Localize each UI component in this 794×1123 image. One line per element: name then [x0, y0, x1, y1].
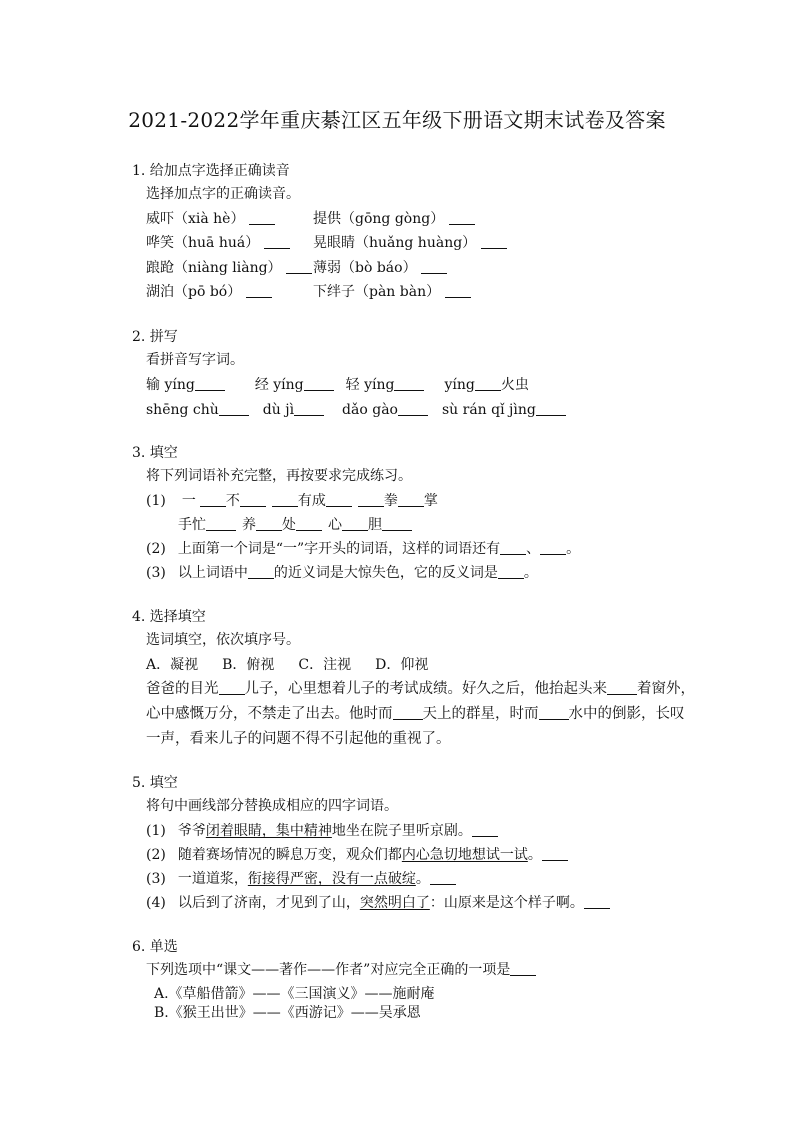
q1-instruction: 选择加点字的正确读音。	[146, 186, 300, 202]
answer-blank[interactable]	[246, 283, 272, 298]
q3-line1: (1) 一 不 有成 拳 掌	[146, 493, 438, 509]
q3-line3: (2) 上面第一个词是“一”字开头的词语，这样的词语还有 、 。	[146, 541, 581, 557]
q5-item: (3) 一道道浆，衔接得严密，没有一点破绽。	[146, 870, 456, 888]
answer-blank[interactable]	[326, 492, 352, 507]
q3-line2: 手忙 养 处 心 胆	[178, 516, 412, 534]
answer-blank[interactable]	[500, 540, 526, 555]
answer-blank[interactable]	[475, 376, 501, 391]
answer-blank[interactable]	[240, 492, 266, 507]
answer-blank[interactable]	[304, 376, 334, 391]
q2-heading: 2. 拼写	[132, 329, 178, 345]
q3-line4: (3) 以上词语中 的近义词是大惊失色，它的反义词是 。	[146, 565, 538, 581]
answer-blank[interactable]	[286, 259, 312, 274]
q1-item: 晃眼睛（huǎng huàng）	[313, 234, 507, 252]
answer-blank[interactable]	[294, 401, 324, 416]
q4-options: A．凝视 B．俯视 C．注视 D．仰视	[146, 657, 429, 673]
q5-item: (4) 以后到了济南，才见到了山，突然明白了：山原来是这个样子啊。	[146, 894, 610, 912]
q2-row2: shēng chù dù jì dǎo gào sù rán qǐ jìng	[146, 401, 566, 419]
answer-blank[interactable]	[498, 564, 524, 579]
answer-blank[interactable]	[481, 234, 507, 249]
answer-blank[interactable]	[382, 516, 412, 531]
answer-blank[interactable]	[219, 401, 249, 416]
answer-blank[interactable]	[393, 705, 423, 720]
answer-blank[interactable]	[358, 492, 384, 507]
answer-blank[interactable]	[272, 492, 298, 507]
underlined-phrase: 闭着眼睛，集中精神	[205, 823, 332, 839]
q4-paragraph-line: 一声，看来儿子的问题不得不引起他的重视了。	[146, 731, 451, 747]
q4-paragraph-line: 心中感慨万分，不禁走了出去。他时而 天上的群星，时而 水中的倒影，长叹	[146, 706, 685, 722]
q6-option-a[interactable]: A.《草船借箭》——《三国演义》——施耐庵	[154, 986, 435, 1002]
q1-item: 湖泊（pō bó）	[146, 283, 272, 301]
q5-heading: 5. 填空	[132, 775, 178, 791]
answer-blank[interactable]	[394, 376, 424, 391]
answer-blank[interactable]	[539, 705, 569, 720]
q4-heading: 4. 选择填空	[132, 609, 206, 625]
answer-blank[interactable]	[540, 540, 566, 555]
q1-heading: 1. 给加点字选择正确读音	[132, 163, 290, 179]
q1-item: 哗笑（huā huá）	[146, 234, 290, 252]
answer-blank[interactable]	[248, 564, 274, 579]
q1-item: 踉跄（niàng liàng）	[146, 259, 312, 277]
answer-blank[interactable]	[200, 492, 226, 507]
page-title: 2021-2022学年重庆綦江区五年级下册语文期末试卷及答案	[128, 108, 666, 132]
q4-instruction: 选词填空，依次填序号。	[146, 632, 300, 648]
q5-instruction: 将句中画线部分替换成相应的四字词语。	[146, 798, 398, 814]
answer-blank[interactable]	[449, 210, 475, 225]
answer-blank[interactable]	[264, 234, 290, 249]
answer-blank[interactable]	[584, 894, 610, 909]
underlined-phrase: 内心急切地想试一试	[401, 847, 528, 863]
q4-paragraph-line: 爸爸的目光 儿子，心里想着儿子的考试成绩。好久之后，他抬起头来 着窗外，	[146, 681, 695, 697]
answer-blank[interactable]	[542, 846, 568, 861]
answer-blank[interactable]	[607, 680, 637, 695]
answer-blank[interactable]	[398, 492, 424, 507]
q6-stem: 下列选项中“课文——著作——作者”对应完全正确的一项是	[146, 961, 536, 979]
answer-blank[interactable]	[206, 516, 236, 531]
q6-option-b[interactable]: B.《猴王出世》——《西游记》——吴承恩	[154, 1005, 421, 1021]
answer-blank[interactable]	[445, 283, 471, 298]
answer-blank[interactable]	[195, 376, 225, 391]
answer-blank[interactable]	[219, 680, 245, 695]
underlined-phrase: 突然明白了	[359, 895, 430, 911]
q1-item: 威吓（xià hè）	[146, 210, 275, 228]
q3-instruction: 将下列词语补充完整，再按要求完成练习。	[146, 468, 412, 484]
answer-blank[interactable]	[421, 259, 447, 274]
answer-blank[interactable]	[536, 401, 566, 416]
answer-blank[interactable]	[472, 822, 498, 837]
answer-blank[interactable]	[342, 516, 368, 531]
answer-blank[interactable]	[249, 210, 275, 225]
q2-row1: 输 yíng 经 yíng 轻 yíng yíng 火虫	[146, 377, 529, 393]
q6-heading: 6. 单选	[132, 939, 178, 955]
underlined-phrase: 衔接得严密，没有一点破绽	[247, 871, 416, 887]
answer-blank[interactable]	[510, 961, 536, 976]
q1-item: 提供（gōng gòng）	[313, 210, 475, 228]
answer-blank[interactable]	[430, 870, 456, 885]
q5-item: (2) 随着赛场情况的瞬息万变，观众们都内心急切地想试一试。	[146, 846, 568, 864]
answer-blank[interactable]	[296, 516, 322, 531]
q1-item: 薄弱（bò báo）	[313, 259, 447, 277]
q2-instruction: 看拼音写字词。	[146, 352, 244, 368]
q1-item: 下绊子（pàn bàn）	[313, 283, 471, 301]
q3-heading: 3. 填空	[132, 445, 178, 461]
q5-item: (1) 爷爷闭着眼睛，集中精神地坐在院子里听京剧。	[146, 822, 498, 840]
answer-blank[interactable]	[398, 401, 428, 416]
answer-blank[interactable]	[256, 516, 282, 531]
